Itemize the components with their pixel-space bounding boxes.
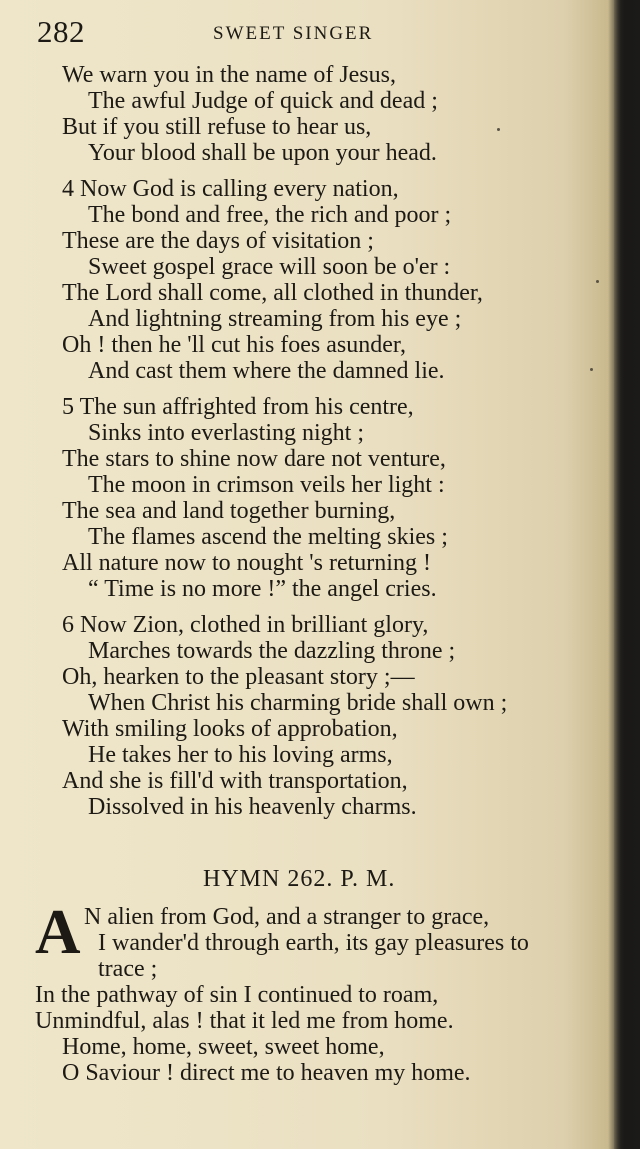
stanza — [0, 612, 610, 820]
running-head: SWEET SINGER — [213, 23, 374, 44]
verse-line: 6 Now Zion, clothed in brilliant glory, — [62, 612, 429, 638]
verse-line: The awful Judge of quick and dead ; — [88, 88, 438, 114]
hymn-continuation — [0, 62, 610, 830]
hymn-title: HYMN 262. P. M. — [203, 866, 396, 892]
hymn-262-body — [35, 897, 620, 1086]
verse-line: And lightning streaming from his eye ; — [88, 306, 462, 332]
stanza — [0, 176, 610, 384]
paper-speck — [596, 280, 599, 283]
drop-cap: A — [35, 897, 81, 967]
paper-speck — [590, 368, 593, 371]
verse-line: Unmindful, alas ! that it led me from home. — [35, 1008, 454, 1034]
verse-line: 5 The sun affrighted from his centre, — [62, 394, 414, 420]
page-header — [37, 14, 557, 50]
page-number: 282 — [37, 14, 85, 49]
verse-line: Sweet gospel grace will soon be o'er : — [88, 254, 451, 280]
verse-line: Your blood shall be upon your head. — [88, 140, 437, 166]
verse-line: In the pathway of sin I continued to roam, — [35, 982, 439, 1008]
verse-line: The stars to shine now dare not venture, — [62, 446, 446, 472]
verse-line: N alien from God, and a stranger to grace, — [84, 904, 490, 930]
verse-line: Marches towards the dazzling throne ; — [88, 638, 456, 664]
verse-line: The moon in crimson veils her light : — [88, 472, 445, 498]
verse-line: These are the days of visitation ; — [62, 228, 374, 254]
verse-line: The sea and land together burning, — [62, 498, 396, 524]
verse-line: With smiling looks of approbation, — [62, 716, 398, 742]
verse-line: The Lord shall come, all clothed in thunder, — [62, 280, 483, 306]
verse-line: We warn you in the name of Jesus, — [62, 62, 396, 88]
verse-line: Oh, hearken to the pleasant story ;— — [62, 664, 415, 690]
verse-line: “ Time is no more !” the angel cries. — [88, 576, 437, 602]
verse-line: 4 Now God is calling every nation, — [62, 176, 399, 202]
paper-speck — [497, 128, 500, 131]
verse-line: The bond and free, the rich and poor ; — [88, 202, 452, 228]
verse-line: Dissolved in his heavenly charms. — [88, 794, 417, 820]
verse-line: Oh ! then he 'll cut his foes asunder, — [62, 332, 406, 358]
verse-line: And she is fill'd with transportation, — [62, 768, 408, 794]
stanza — [0, 394, 610, 602]
refrain-line: Home, home, sweet, sweet home, — [62, 1034, 385, 1060]
verse-line: Sinks into everlasting night ; — [88, 420, 364, 446]
refrain-line: O Saviour ! direct me to heaven my home. — [62, 1060, 471, 1086]
verse-line: When Christ his charming bride shall own ; — [88, 690, 508, 716]
stanza — [0, 62, 610, 166]
verse-line: All nature now to nought 's returning ! — [62, 550, 431, 576]
verse-line: trace ; — [98, 956, 158, 982]
verse-line: He takes her to his loving arms, — [88, 742, 393, 768]
verse-line: And cast them where the damned lie. — [88, 358, 445, 384]
verse-line: But if you still refuse to hear us, — [62, 114, 372, 140]
verse-line: The flames ascend the melting skies ; — [88, 524, 448, 550]
verse-line: I wander'd through earth, its gay pleasures to — [98, 930, 529, 956]
